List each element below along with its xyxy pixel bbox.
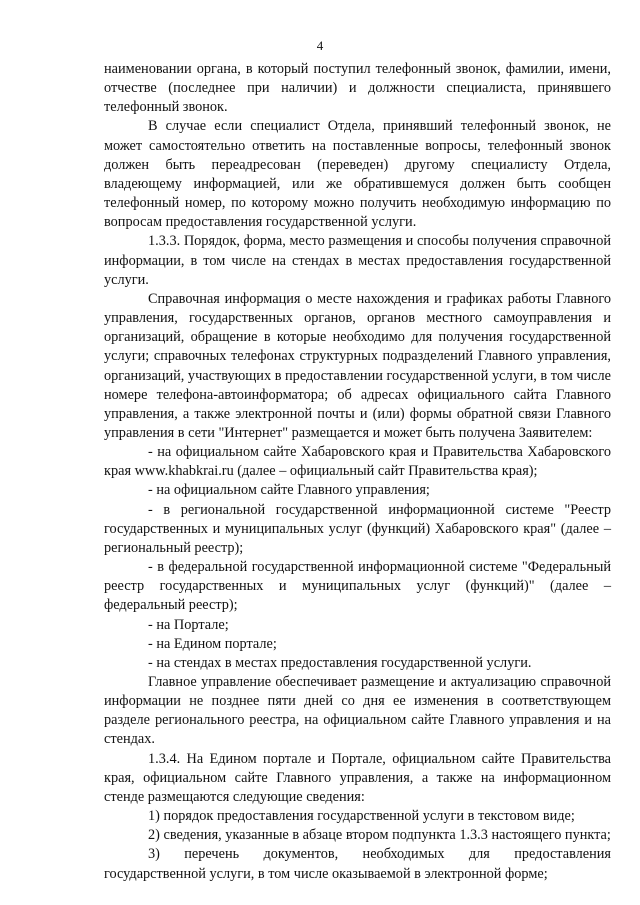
- page-number: 4: [316, 38, 324, 53]
- list-item: 3) перечень документов, необходимых для предоставления государственной услуги, в том числе оказываемой в электронной форме;: [104, 846, 611, 882]
- paragraph: наименовании органа, в который поступил телефонный звонок, фамилии, имени, отчестве (последнее при наличии) и должности специалиста, принявшего телефонный звонок.: [104, 61, 611, 116]
- list-item: - в федеральной государственной информационной системе "Федеральный реестр государственных и муниципальных услуг (функций)" (далее – федеральный реестр);: [104, 559, 611, 614]
- paragraph: Главное управление обеспечивает размещение и актуализацию справочной информации не позднее пяти дней со дня ее изменения в соответствующем разделе регионального реестра, на официальном сайте Главного управления и на стендах.: [104, 674, 611, 748]
- list-item: - на Портале;: [148, 616, 229, 633]
- paragraph: 1.3.3. Порядок, форма, место размещения и способы получения справочной информации, в том числе на стендах в местах предоставления государственной услуги.: [104, 233, 611, 288]
- paragraph: В случае если специалист Отдела, принявший телефонный звонок, не может самостоятельно ответить на поставленные вопросы, телефонный звонок должен быть переадресован (переведен) другому специалисту Отдела, владеющему информацией, или же обратившемуся должен быть сообщен телефонный номер, по которому можно получить необходимую информацию по вопросам предоставления государственной услуги.: [104, 118, 611, 231]
- list-item: - на официальном сайте Хабаровского края и Правительства Хабаровского края www.khabkrai.ru (далее – официальный сайт Правительства края);: [104, 444, 611, 480]
- list-item: - на стендах в местах предоставления государственной услуги.: [148, 654, 532, 671]
- paragraph: 1.3.4. На Едином портале и Портале, официальном сайте Правительства края, официальном сайте Главного управления, а также на информационном стенде размещаются следующие сведения:: [104, 750, 611, 805]
- list-item: 2) сведения, указанные в абзаце втором подпункта 1.3.3 настоящего пункта;: [148, 827, 611, 844]
- list-item: - на официальном сайте Главного управления;: [148, 482, 430, 499]
- list-item: 1) порядок предоставления государственной услуги в текстовом виде;: [148, 808, 575, 825]
- list-item: - на Едином портале;: [148, 635, 277, 652]
- page-body: [104, 60, 611, 884]
- paragraph: Справочная информация о месте нахождения и графиках работы Главного управления, государственных органов, органов местного самоуправления и организаций, обращение в которые необходимо для получения государственной услуги; справочных телефонах структурных подразделений Главного управления, организаций, участвующих в предоставлении государственной услуги, в том числе номере телефона-автоинформатора; об адресах официального сайта Главного управления, а также электронной почты и (или) формы обратной связи Главного управления в сети "Интернет" размещается и может быть получена Заявителем:: [104, 290, 611, 441]
- list-item: - в региональной государственной информационной системе "Реестр государственных и муниципальных услуг (функций) Хабаровского края" (далее – региональный реестр);: [104, 501, 611, 556]
